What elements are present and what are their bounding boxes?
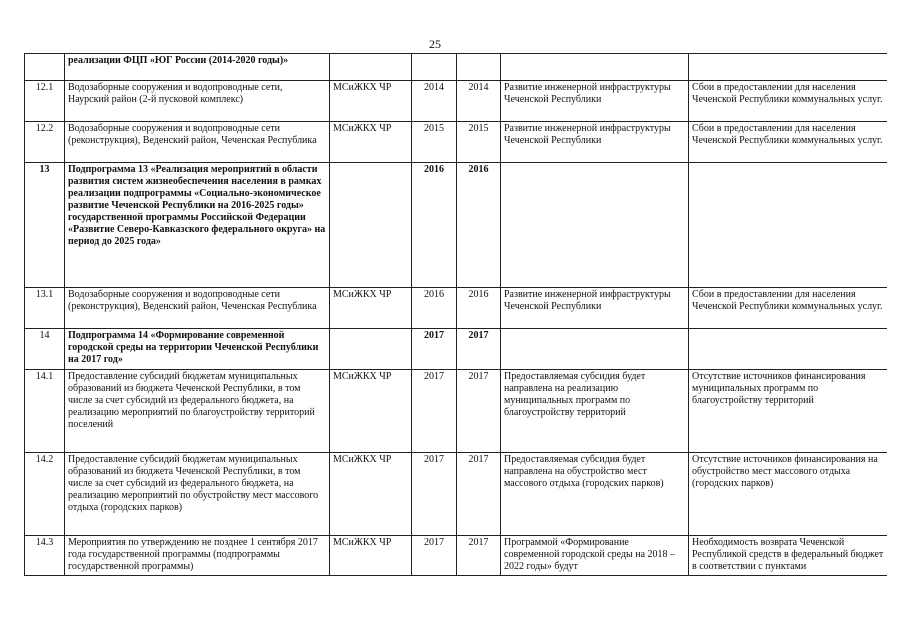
table-row bbox=[25, 54, 887, 81]
row-number: 14.1 bbox=[25, 370, 65, 453]
expected-result: Развитие инженерной инфраструктуры Чеченской Республики bbox=[501, 122, 689, 163]
end-year: 2014 bbox=[457, 81, 501, 122]
row-number: 13 bbox=[25, 163, 65, 288]
expected-result: Предоставляемая субсидия будет направлена на реализацию муниципальных программ по благоустройству территорий bbox=[501, 370, 689, 453]
end-year: 2015 bbox=[457, 122, 501, 163]
executor bbox=[330, 329, 412, 370]
row-number: 14 bbox=[25, 329, 65, 370]
end-year: 2016 bbox=[457, 163, 501, 288]
expected-result: Предоставляемая субсидия будет направлена на обустройство мест массового отдыха (городских парков) bbox=[501, 453, 689, 536]
end-year bbox=[457, 54, 501, 81]
end-year: 2017 bbox=[457, 329, 501, 370]
start-year: 2017 bbox=[412, 453, 457, 536]
start-year: 2015 bbox=[412, 122, 457, 163]
expected-result bbox=[501, 163, 689, 288]
page-number: 25 bbox=[429, 37, 441, 51]
table-row bbox=[25, 163, 887, 288]
expected-result: Развитие инженерной инфраструктуры Чеченской Республики bbox=[501, 288, 689, 329]
end-year: 2016 bbox=[457, 288, 501, 329]
measure-name: Водозаборные сооружения и водопроводные сети, Наурский район (2-й пусковой комплекс) bbox=[65, 81, 330, 122]
table-row bbox=[25, 288, 887, 329]
row-number: 13.1 bbox=[25, 288, 65, 329]
table-row bbox=[25, 329, 887, 370]
risk-consequence: Сбои в предоставлении для населения Чеченской Республики коммунальных услуг. bbox=[689, 288, 887, 329]
table-row bbox=[25, 536, 887, 576]
start-year: 2014 bbox=[412, 81, 457, 122]
expected-result: Программой «Формирование современной городской среды на 2018 – 2022 годы» будут bbox=[501, 536, 689, 576]
subprogram-title: Подпрограмма 13 «Реализация мероприятий в области развития систем жизнеобеспечения населения в рамках реализации подпрограммы «Социально-экономическое развитие Чеченской Республики на 2016-2025 годы» государственной программы Российской Федерации «Развитие Северо-Кавказского федерального округа» на период до 2025 года» bbox=[65, 163, 330, 288]
risk-consequence: Сбои в предоставлении для населения Чеченской Республики коммунальных услуг. bbox=[689, 81, 887, 122]
executor: МСиЖКХ ЧР bbox=[330, 370, 412, 453]
risk-consequence: Отсутствие источников финансирования на обустройство мест массового отдыха (городских парков) bbox=[689, 453, 887, 536]
measure-name: Водозаборные сооружения и водопроводные сети (реконструкция), Веденский район, Чеченская Республика bbox=[65, 122, 330, 163]
executor: МСиЖКХ ЧР bbox=[330, 122, 412, 163]
risk-consequence bbox=[689, 54, 887, 81]
subprogram-title: Подпрограмма 14 «Формирование современной городской среды на территории Чеченской Республики на 2017 год» bbox=[65, 329, 330, 370]
executor: МСиЖКХ ЧР bbox=[330, 453, 412, 536]
table-row bbox=[25, 122, 887, 163]
plan-table bbox=[24, 53, 887, 576]
row-number: 14.3 bbox=[25, 536, 65, 576]
end-year: 2017 bbox=[457, 370, 501, 453]
table-row bbox=[25, 81, 887, 122]
measure-name: реализации ФЦП «ЮГ России (2014-2020 годы)» bbox=[65, 54, 330, 81]
risk-consequence: Сбои в предоставлении для населения Чеченской Республики коммунальных услуг. bbox=[689, 122, 887, 163]
executor: МСиЖКХ ЧР bbox=[330, 81, 412, 122]
risk-consequence: Необходимость возврата Чеченской Республикой средств в федеральный бюджет в соответствии с пунктами bbox=[689, 536, 887, 576]
executor bbox=[330, 163, 412, 288]
risk-consequence: Отсутствие источников финансирования муниципальных программ по благоустройству территорий bbox=[689, 370, 887, 453]
executor bbox=[330, 54, 412, 81]
risk-consequence bbox=[689, 163, 887, 288]
measure-name: Водозаборные сооружения и водопроводные сети (реконструкция), Веденский район, Чеченская Республика bbox=[65, 288, 330, 329]
start-year: 2017 bbox=[412, 536, 457, 576]
expected-result bbox=[501, 54, 689, 81]
row-number: 12.1 bbox=[25, 81, 65, 122]
executor: МСиЖКХ ЧР bbox=[330, 288, 412, 329]
row-number bbox=[25, 54, 65, 81]
expected-result: Развитие инженерной инфраструктуры Чеченской Республики bbox=[501, 81, 689, 122]
row-number: 14.2 bbox=[25, 453, 65, 536]
measure-name: Мероприятия по утверждению не позднее 1 сентября 2017 года государственной программы (подпрограммы государственной программы) bbox=[65, 536, 330, 576]
start-year: 2016 bbox=[412, 163, 457, 288]
end-year: 2017 bbox=[457, 536, 501, 576]
start-year: 2017 bbox=[412, 370, 457, 453]
end-year: 2017 bbox=[457, 453, 501, 536]
measure-name: Предоставление субсидий бюджетам муниципальных образований из бюджета Чеченской Республики, в том числе за счет субсидий из федерального бюджета, на реализацию мероприятий по благоустройству территорий поселений bbox=[65, 370, 330, 453]
row-number: 12.2 bbox=[25, 122, 65, 163]
executor: МСиЖКХ ЧР bbox=[330, 536, 412, 576]
measure-name: Предоставление субсидий бюджетам муниципальных образований из бюджета Чеченской Республики, в том числе за счет субсидий из федерального бюджета, на реализацию мероприятий по обустройству мест массового отдыха (городских парков) bbox=[65, 453, 330, 536]
start-year: 2016 bbox=[412, 288, 457, 329]
table-row bbox=[25, 370, 887, 453]
table-row bbox=[25, 453, 887, 536]
start-year bbox=[412, 54, 457, 81]
risk-consequence bbox=[689, 329, 887, 370]
expected-result bbox=[501, 329, 689, 370]
start-year: 2017 bbox=[412, 329, 457, 370]
